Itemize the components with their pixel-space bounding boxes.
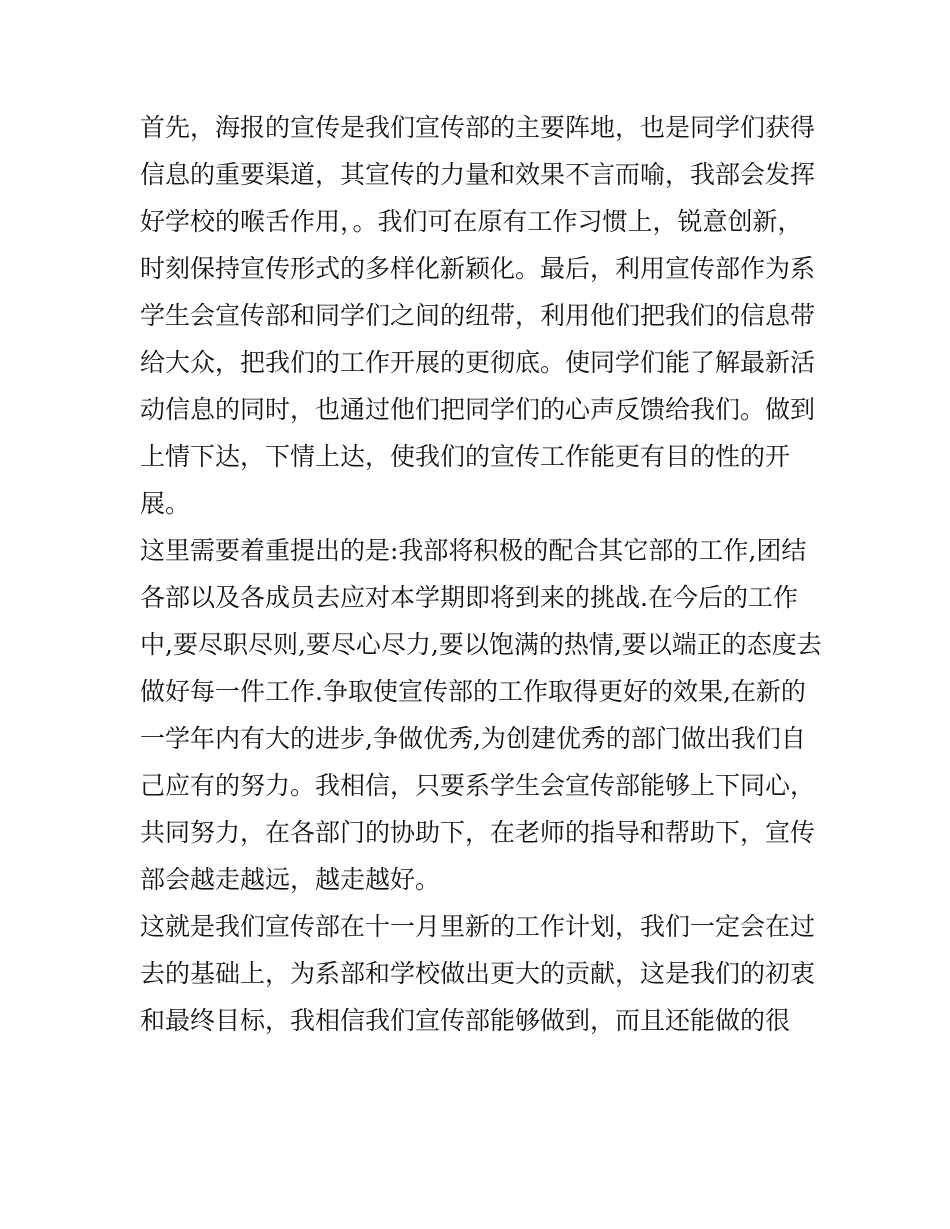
text-line: 各部以及各成员去应对本学期即将到来的挑战.在今后的工作 bbox=[140, 583, 798, 612]
paragraph-3 bbox=[140, 903, 820, 1044]
text-line: 这就是我们宣传部在十一月里新的工作计划，我们一定会在过 bbox=[140, 912, 816, 941]
text-line: 上情下达，下情上达，使我们的宣传工作能更有目的性的开 bbox=[140, 442, 791, 471]
text-line: 这里需要着重提出的是:我部将积极的配合其它部的工作,团结 bbox=[140, 536, 807, 565]
text-line: 共同努力，在各部门的协助下，在老师的指导和帮助下，宣传 bbox=[140, 818, 816, 847]
text-line: 时刻保持宣传形式的多样化新颖化。最后，利用宣传部作为系 bbox=[140, 254, 816, 283]
text-line: 展。 bbox=[140, 489, 191, 518]
paragraph-1 bbox=[140, 104, 820, 527]
text-line: 去的基础上，为系部和学校做出更大的贡献，这是我们的初衷 bbox=[140, 959, 816, 988]
text-line: 给大众，把我们的工作开展的更彻底。使同学们能了解最新活 bbox=[140, 348, 816, 377]
text-line: 己应有的努力。我相信，只要系学生会宣传部能够上下同心， bbox=[140, 771, 816, 800]
body-text bbox=[140, 104, 820, 1044]
text-line: 一学年内有大的进步,争做优秀,为创建优秀的部门做出我们自 bbox=[140, 724, 806, 753]
text-line: 部会越走越远，越走越好。 bbox=[140, 865, 441, 894]
text-line: 动信息的同时，也通过他们把同学们的心声反馈给我们。做到 bbox=[140, 395, 816, 424]
text-line: 中,要尽职尽则,要尽心尽力,要以饱满的热情,要以端正的态度去 bbox=[140, 630, 822, 659]
text-line: 好学校的喉舌作用，。我们可在原有工作习惯上，锐意创新， bbox=[140, 207, 803, 236]
text-line: 学生会宣传部和同学们之间的纽带，利用他们把我们的信息带 bbox=[140, 301, 816, 330]
text-line: 做好每一件工作.争取使宣传部的工作取得更好的效果,在新的 bbox=[140, 677, 806, 706]
text-line: 和最终目标，我相信我们宣传部能够做到，而且还能做的很 bbox=[140, 1006, 791, 1035]
paragraph-2 bbox=[140, 527, 820, 903]
text-line: 信息的重要渠道，其宣传的力量和效果不言而喻，我部会发挥 bbox=[140, 160, 816, 189]
text-line: 首先，海报的宣传是我们宣传部的主要阵地，也是同学们获得 bbox=[140, 113, 816, 142]
